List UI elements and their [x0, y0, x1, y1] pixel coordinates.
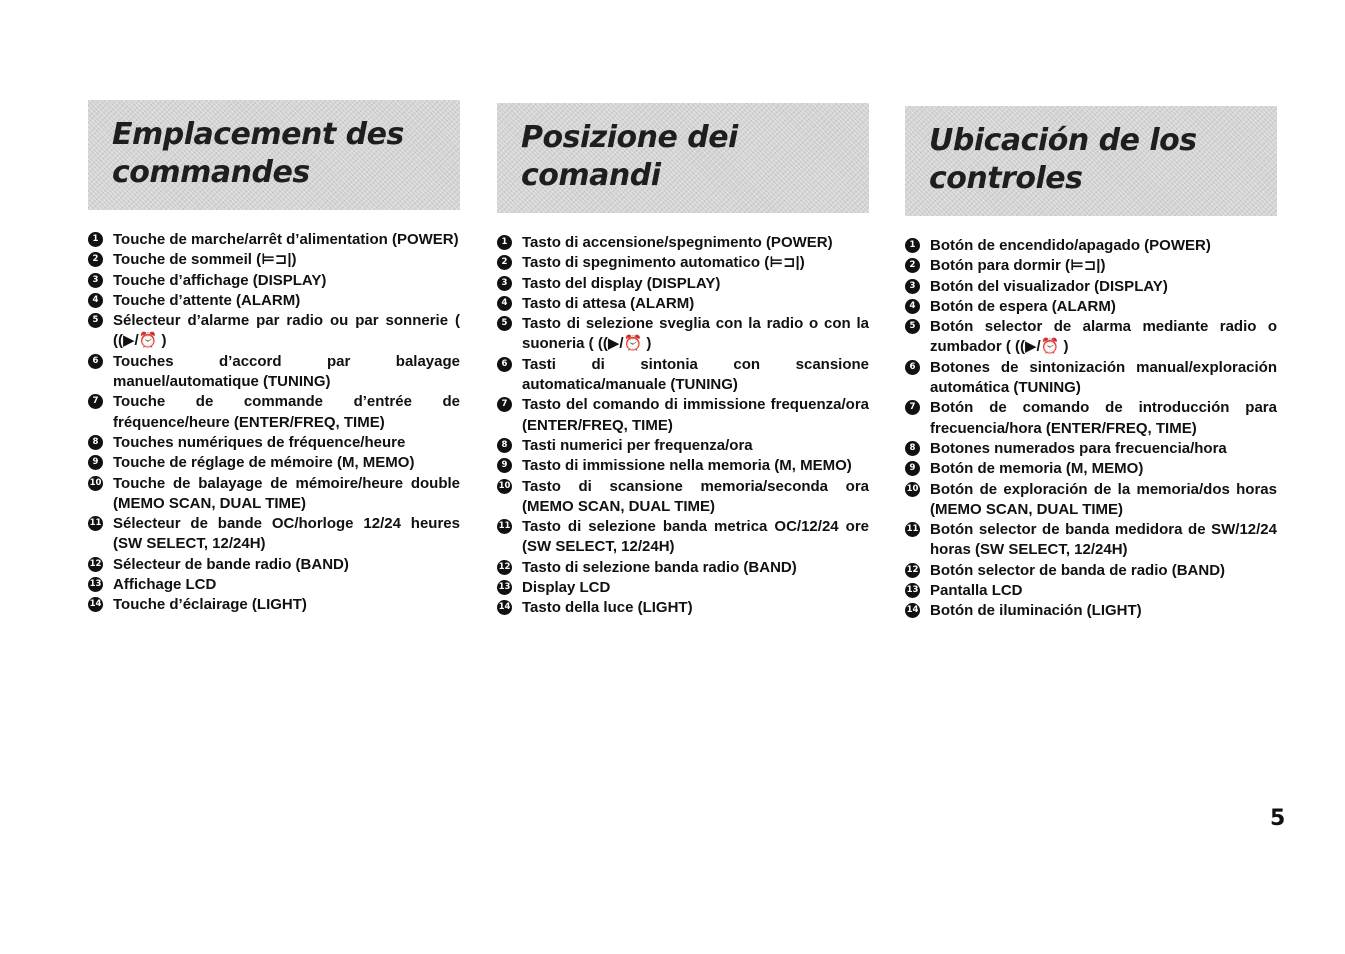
controls-list — [88, 230, 460, 616]
section-heading: Ubicación de los controles — [929, 123, 1197, 196]
list-item — [497, 578, 869, 598]
item-text: Touches numériques de fréquence/heure — [113, 433, 406, 451]
list-item — [905, 581, 1277, 601]
list-item — [88, 392, 460, 433]
item-text: Touche de sommeil (⊨⊐|) — [113, 251, 297, 269]
page-number: 5 — [1270, 806, 1286, 831]
item-text: Tasto di attesa (ALARM) — [522, 294, 695, 312]
item-text: Tasto di selezione sveglia con la radio o con la suoneria ( ((▶/⏰ ) — [522, 315, 869, 353]
item-text: Botón selector de banda de radio (BAND) — [930, 561, 1226, 579]
item-number-badge: 12 — [497, 560, 512, 575]
item-number-badge: 14 — [497, 600, 512, 615]
item-number-badge: 5 — [497, 316, 512, 331]
list-item — [497, 395, 869, 436]
item-number-badge: 2 — [88, 252, 103, 267]
item-number-badge: 8 — [497, 438, 512, 453]
controls-list — [905, 236, 1277, 622]
item-text: Pantalla LCD — [930, 582, 1023, 600]
item-text: Tasto del comando di immissione frequenza/ora (ENTER/FREQ, TIME) — [522, 396, 869, 434]
item-number-badge: 12 — [905, 563, 920, 578]
item-number-badge: 4 — [497, 296, 512, 311]
item-text: Touche de balayage de mémoire/heure double (MEMO SCAN, DUAL TIME) — [113, 474, 460, 512]
item-text: Botones de sintonización manual/exploración automática (TUNING) — [930, 358, 1277, 397]
list-item — [905, 277, 1277, 297]
list-item — [88, 595, 460, 615]
item-number-badge: 7 — [88, 394, 103, 409]
item-number-badge: 3 — [497, 276, 512, 291]
item-text: Tasto di spegnimento automatico (⊨⊐|) — [522, 254, 805, 272]
item-number-badge: 10 — [88, 476, 103, 491]
item-number-badge: 14 — [88, 597, 103, 612]
item-text: Tasto di accensione/spegnimento (POWER) — [522, 234, 833, 251]
item-number-badge: 6 — [497, 357, 512, 372]
item-text: Tasto di immissione nella memoria (M, MEMO) — [522, 457, 852, 475]
list-item — [905, 601, 1277, 621]
list-item — [88, 250, 460, 270]
list-item — [905, 358, 1277, 399]
list-item — [905, 236, 1277, 256]
item-number-badge: 9 — [497, 458, 512, 473]
list-item — [88, 575, 460, 595]
item-number-badge: 13 — [88, 577, 103, 592]
item-text: Touche d’affichage (DISPLAY) — [113, 271, 327, 289]
list-item — [88, 514, 460, 555]
item-number-badge: 8 — [905, 441, 920, 456]
item-text: Tasto di scansione memoria/seconda ora (MEMO SCAN, DUAL TIME) — [522, 477, 869, 515]
list-item — [88, 291, 460, 311]
column-french — [88, 100, 460, 616]
item-text: Touches d’accord par balayage manuel/automatique (TUNING) — [113, 352, 460, 391]
item-text: Sélecteur d’alarme par radio ou par sonnerie ( ((▶/⏰ ) — [113, 312, 460, 350]
item-text: Tasti numerici per frequenza/ora — [522, 436, 753, 454]
item-text: Tasto della luce (LIGHT) — [522, 599, 693, 617]
list-item — [88, 311, 460, 352]
item-number-badge: 5 — [88, 313, 103, 328]
item-number-badge: 13 — [905, 583, 920, 598]
list-item — [497, 233, 869, 253]
item-number-badge: 3 — [905, 279, 920, 294]
list-item — [88, 230, 460, 250]
list-item — [497, 294, 869, 314]
item-number-badge: 4 — [88, 293, 103, 308]
list-item — [88, 271, 460, 291]
list-item — [88, 555, 460, 575]
list-item — [497, 274, 869, 294]
column-spanish — [905, 106, 1277, 622]
item-number-badge: 2 — [905, 258, 920, 273]
section-heading: Emplacement des commandes — [112, 117, 404, 190]
section-banner — [905, 106, 1277, 216]
item-text: Tasti di sintonia con scansione automatica/manuale (TUNING) — [522, 355, 869, 394]
item-number-badge: 9 — [905, 461, 920, 476]
item-text: Botón de comando de introducción para frecuencia/hora (ENTER/FREQ, TIME) — [930, 399, 1277, 437]
list-item — [88, 433, 460, 453]
item-text: Affichage LCD — [113, 576, 217, 594]
item-text: Tasto di selezione banda radio (BAND) — [522, 558, 797, 576]
section-banner — [497, 103, 869, 213]
item-number-badge: 4 — [905, 299, 920, 314]
item-number-badge: 13 — [497, 580, 512, 595]
item-number-badge: 7 — [905, 400, 920, 415]
item-text: Botón selector de alarma mediante radio o zumbador ( ((▶/⏰ ) — [930, 318, 1277, 356]
list-item — [905, 398, 1277, 439]
item-text: Botón del visualizador (DISPLAY) — [930, 277, 1168, 295]
list-item — [88, 474, 460, 515]
item-number-badge: 9 — [88, 455, 103, 470]
item-text: Display LCD — [522, 579, 611, 597]
item-number-badge: 10 — [905, 482, 920, 497]
item-text: Tasto del display (DISPLAY) — [522, 274, 721, 292]
list-item — [497, 355, 869, 396]
list-item — [497, 477, 869, 518]
item-text: Touche d’attente (ALARM) — [113, 291, 301, 309]
list-item — [905, 439, 1277, 459]
list-item — [905, 561, 1277, 581]
item-number-badge: 3 — [88, 273, 103, 288]
list-item — [905, 256, 1277, 276]
list-item — [88, 453, 460, 473]
list-item — [497, 517, 869, 558]
list-item — [497, 456, 869, 476]
list-item — [497, 253, 869, 273]
item-number-badge: 11 — [88, 516, 103, 531]
item-text: Botón de exploración de la memoria/dos horas (MEMO SCAN, DUAL TIME) — [930, 480, 1277, 518]
item-text: Touche de marche/arrêt d’alimentation (POWER) — [113, 231, 459, 248]
item-text: Botón de memoria (M, MEMO) — [930, 460, 1144, 478]
item-number-badge: 1 — [88, 232, 103, 247]
item-text: Touche de commande d’entrée de fréquence/heure (ENTER/FREQ, TIME) — [113, 393, 460, 431]
item-number-badge: 1 — [497, 235, 512, 250]
item-number-badge: 8 — [88, 435, 103, 450]
item-number-badge: 6 — [905, 360, 920, 375]
item-number-badge: 14 — [905, 603, 920, 618]
item-text: Botón de encendido/apagado (POWER) — [930, 237, 1211, 254]
section-heading: Posizione dei comandi — [521, 120, 738, 193]
list-item — [497, 314, 869, 355]
section-banner — [88, 100, 460, 210]
item-number-badge: 12 — [88, 557, 103, 572]
list-item — [905, 480, 1277, 521]
controls-list — [497, 233, 869, 619]
item-text: Sélecteur de bande OC/horloge 12/24 heures (SW SELECT, 12/24H) — [113, 515, 460, 553]
list-item — [88, 352, 460, 393]
item-number-badge: 2 — [497, 255, 512, 270]
list-item — [905, 297, 1277, 317]
item-number-badge: 7 — [497, 397, 512, 412]
list-item — [905, 317, 1277, 358]
list-item — [905, 520, 1277, 561]
list-item — [905, 459, 1277, 479]
item-text: Tasto di selezione banda metrica OC/12/24 ore (SW SELECT, 12/24H) — [522, 518, 869, 556]
item-text: Botón de espera (ALARM) — [930, 297, 1116, 315]
item-text: Botones numerados para frecuencia/hora — [930, 439, 1227, 457]
item-number-badge: 11 — [497, 519, 512, 534]
item-text: Touche de réglage de mémoire (M, MEMO) — [113, 454, 415, 472]
list-item — [497, 558, 869, 578]
list-item — [497, 598, 869, 618]
item-text: Touche d’éclairage (LIGHT) — [113, 596, 307, 614]
item-text: Botón de iluminación (LIGHT) — [930, 602, 1142, 620]
item-number-badge: 6 — [88, 354, 103, 369]
item-text: Sélecteur de bande radio (BAND) — [113, 555, 349, 573]
item-number-badge: 10 — [497, 479, 512, 494]
item-number-badge: 11 — [905, 522, 920, 537]
list-item — [497, 436, 869, 456]
item-number-badge: 5 — [905, 319, 920, 334]
item-text: Botón para dormir (⊨⊐|) — [930, 257, 1106, 275]
item-number-badge: 1 — [905, 238, 920, 253]
column-italian — [497, 103, 869, 619]
item-text: Botón selector de banda medidora de SW/12/24 horas (SW SELECT, 12/24H) — [930, 521, 1277, 559]
